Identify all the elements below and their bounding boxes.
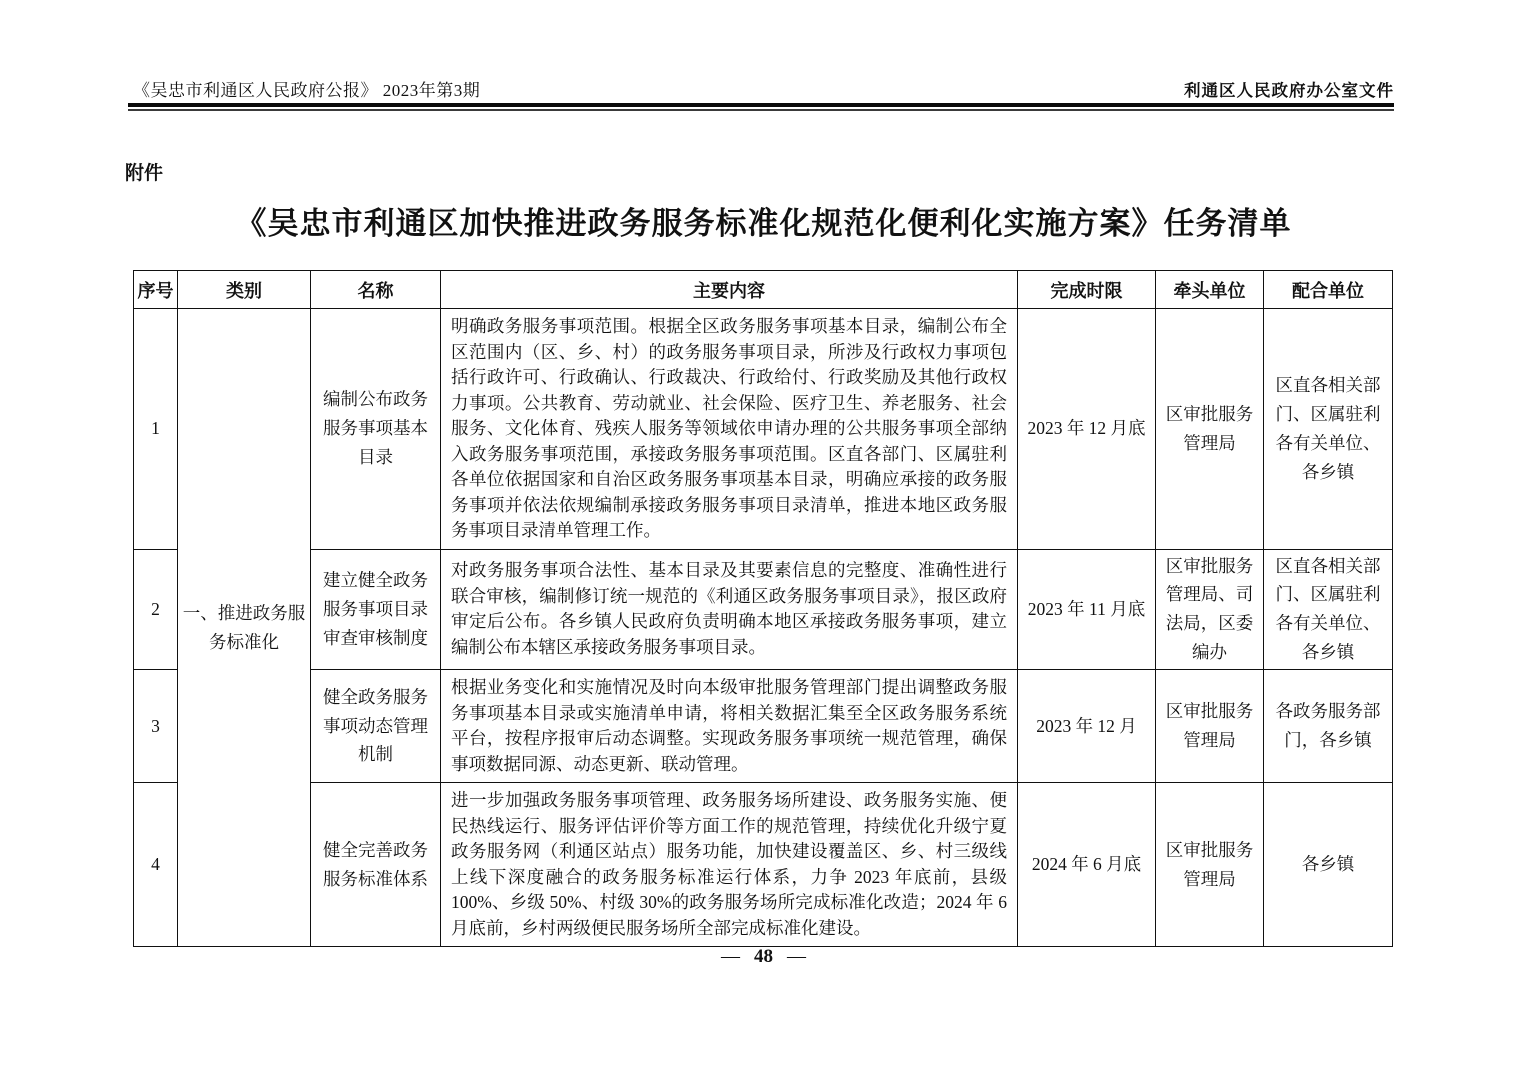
issuing-office-label: 利通区人民政府办公室文件 (1184, 82, 1394, 100)
column-header-deadline: 完成时限 (1018, 271, 1156, 309)
column-header-support-unit: 配合单位 (1264, 271, 1393, 309)
cell-content: 根据业务变化和实施情况及时向本级审批服务管理部门提出调整政务服务事项基本目录或实施清单申请，将相关数据汇集至全区政务服务系统平台，按程序报审后动态调整。实现政务服务事项统一规范管理，确保事项数据同源、动态更新、联动管理。 (441, 670, 1018, 783)
cell-name: 健全政务服务事项动态管理机制 (311, 670, 441, 783)
cell-no: 2 (134, 549, 178, 670)
cell-lead-unit: 区审批服务管理局 (1156, 309, 1264, 550)
table-header-row (134, 271, 1393, 309)
cell-no: 3 (134, 670, 178, 783)
table-row (134, 549, 1393, 670)
running-head (133, 76, 1394, 101)
cell-deadline: 2024 年 6 月底 (1018, 783, 1156, 947)
cell-deadline: 2023 年 12 月 (1018, 670, 1156, 783)
gazette-title-issue: 《吴忠市利通区人民政府公报》 2023年第3期 (133, 81, 481, 100)
cell-no: 1 (134, 309, 178, 550)
column-header-no: 序号 (134, 271, 178, 309)
column-header-name: 名称 (311, 271, 441, 309)
footer-dash-left: — (721, 946, 740, 967)
column-header-content: 主要内容 (441, 271, 1018, 309)
table-row (134, 309, 1393, 550)
cell-lead-unit: 区审批服务管理局 (1156, 783, 1264, 947)
cell-content: 对政务服务事项合法性、基本目录及其要素信息的完整度、准确性进行联合审核，编制修订统一规范的《利通区政务服务事项目录》，报区政府审定后公布。各乡镇人民政府负责明确本地区承接政务服务事项，建立编制公布本辖区承接政务服务事项目录。 (441, 549, 1018, 670)
cell-name: 编制公布政务服务事项基本目录 (311, 309, 441, 550)
cell-support-unit: 区直各相关部门、区属驻利各有关单位、各乡镇 (1264, 549, 1393, 670)
cell-deadline: 2023 年 12 月底 (1018, 309, 1156, 550)
cell-content: 明确政务服务事项范围。根据全区政务服务事项基本目录，编制公布全区范围内（区、乡、村）的政务服务事项目录，所涉及行政权力事项包括行政许可、行政确认、行政裁决、行政给付、行政奖励及其他行政权力事项。公共教育、劳动就业、社会保险、医疗卫生、养老服务、社会服务、文化体育、残疾人服务等领域依申请办理的公共服务事项全部纳入政务服务事项范围，承接政务服务事项范围。区直各部门、区属驻利各单位依据国家和自治区政务服务事项基本目录，明确应承接的政务服务事项并依法依规编制承接政务服务事项目录清单，推进本地区政务服务事项目录清单管理工作。 (441, 309, 1018, 550)
page-number-footer (133, 946, 1394, 968)
cell-category-merged: 一、推进政务服务标准化 (178, 309, 311, 947)
footer-dash-right: — (787, 946, 806, 967)
task-list-table (133, 270, 1393, 947)
cell-name: 建立健全政务服务事项目录审查审核制度 (311, 549, 441, 670)
cell-deadline: 2023 年 11 月底 (1018, 549, 1156, 670)
header-divider-rule (128, 103, 1394, 111)
cell-content: 进一步加强政务服务事项管理、政务服务场所建设、政务服务实施、便民热线运行、服务评估评价等方面工作的规范管理，持续优化升级宁夏政务服务网（利通区站点）服务功能，加快建设覆盖区、乡、村三级线上线下深度融合的政务服务标准运行体系，力争 2023 年底前，县级 100%、乡级 50%、村级 30%的政务服务场所完成标准化改造；2024 年 6 月底前，乡村两级便民服务场所全部完成标准化建设。 (441, 783, 1018, 947)
column-header-category: 类别 (178, 271, 311, 309)
document-title: 《吴忠市利通区加快推进政务服务标准化规范化便利化实施方案》任务清单 (235, 206, 1292, 241)
page-number: 48 (754, 946, 773, 967)
cell-lead-unit: 区审批服务管理局、司法局，区委编办 (1156, 549, 1264, 670)
cell-no: 4 (134, 783, 178, 947)
table-row (134, 670, 1393, 783)
cell-support-unit: 各政务服务部门，各乡镇 (1264, 670, 1393, 783)
cell-lead-unit: 区审批服务管理局 (1156, 670, 1264, 783)
cell-name: 健全完善政务服务标准体系 (311, 783, 441, 947)
column-header-lead-unit: 牵头单位 (1156, 271, 1264, 309)
table-row (134, 783, 1393, 947)
attachment-label: 附件 (125, 163, 164, 184)
cell-support-unit: 各乡镇 (1264, 783, 1393, 947)
cell-support-unit: 区直各相关部门、区属驻利各有关单位、各乡镇 (1264, 309, 1393, 550)
